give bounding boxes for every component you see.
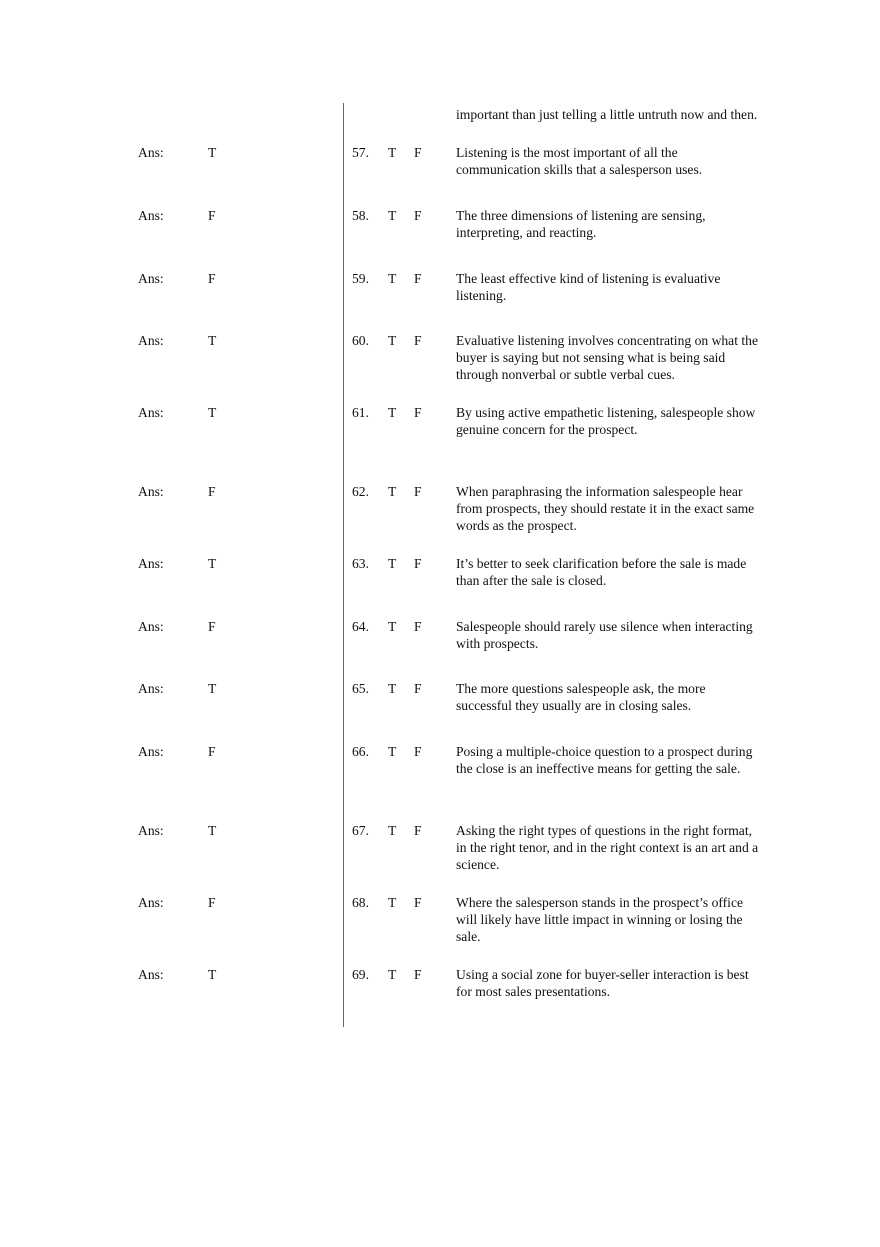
answer-label: Ans:: [138, 484, 164, 499]
answer-key: F: [208, 744, 216, 759]
false-option: F: [414, 556, 422, 571]
question-number: 68.: [352, 895, 369, 910]
false-option: F: [414, 208, 422, 223]
question-number: 60.: [352, 333, 369, 348]
answer-key: T: [208, 405, 217, 420]
false-option: F: [414, 967, 422, 982]
answer-label: Ans:: [138, 744, 164, 759]
answer-key: T: [208, 681, 217, 696]
false-option: F: [414, 744, 422, 759]
question-text: Asking the right types of questions in the right format, in the right tenor, and in the right context is an art and a science.: [456, 823, 759, 872]
answer-label: Ans:: [138, 145, 164, 160]
answer-label: Ans:: [138, 823, 164, 838]
continued-question-text: important than just telling a little untruth now and then.: [456, 107, 758, 122]
false-option: F: [414, 681, 422, 696]
question-number: 57.: [352, 145, 369, 160]
question-number: 65.: [352, 681, 369, 696]
question-text: The three dimensions of listening are sensing, interpreting, and reacting.: [456, 208, 706, 240]
question-text: Salespeople should rarely use silence when interacting with prospects.: [456, 619, 753, 651]
answer-label: Ans:: [138, 967, 164, 982]
question-number: 64.: [352, 619, 369, 634]
question-number: 67.: [352, 823, 369, 838]
true-option: T: [388, 271, 397, 286]
answer-label: Ans:: [138, 619, 164, 634]
false-option: F: [414, 145, 422, 160]
false-option: F: [414, 823, 422, 838]
question-number: 58.: [352, 208, 369, 223]
true-option: T: [388, 895, 397, 910]
false-option: F: [414, 333, 422, 348]
answer-key: T: [208, 145, 217, 160]
true-option: T: [388, 823, 397, 838]
true-option: T: [388, 619, 397, 634]
question-number: 63.: [352, 556, 369, 571]
false-option: F: [414, 484, 422, 499]
answer-label: Ans:: [138, 208, 164, 223]
answer-label: Ans:: [138, 333, 164, 348]
question-number: 66.: [352, 744, 369, 759]
answer-label: Ans:: [138, 681, 164, 696]
answer-key: F: [208, 484, 216, 499]
false-option: F: [414, 405, 422, 420]
question-text: Where the salesperson stands in the prospect’s office will likely have little impact in winning or losing the sale.: [456, 895, 744, 944]
question-text: Listening is the most important of all the communication skills that a salesperson uses.: [456, 145, 703, 177]
false-option: F: [414, 271, 422, 286]
question-text: The more questions salespeople ask, the more successful they usually are in closing sales.: [456, 681, 706, 713]
answer-key: T: [208, 967, 217, 982]
question-text: Evaluative listening involves concentrating on what the buyer is saying but not sensing what is being said through nonverbal or subtle verbal cues.: [456, 333, 759, 382]
answer-label: Ans:: [138, 556, 164, 571]
true-option: T: [388, 333, 397, 348]
true-option: T: [388, 967, 397, 982]
answer-key: F: [208, 619, 216, 634]
answer-key: T: [208, 823, 217, 838]
true-option: T: [388, 208, 397, 223]
answer-label: Ans:: [138, 405, 164, 420]
answer-label: Ans:: [138, 271, 164, 286]
answer-key: F: [208, 271, 216, 286]
question-text: The least effective kind of listening is evaluative listening.: [456, 271, 721, 303]
question-number: 69.: [352, 967, 369, 982]
answer-label: Ans:: [138, 895, 164, 910]
true-option: T: [388, 556, 397, 571]
true-option: T: [388, 681, 397, 696]
question-text: By using active empathetic listening, salespeople show genuine concern for the prospect.: [456, 405, 756, 437]
question-number: 62.: [352, 484, 369, 499]
question-number: 61.: [352, 405, 369, 420]
false-option: F: [414, 619, 422, 634]
question-text: When paraphrasing the information salespeople hear from prospects, they should restate it in the exact same words as the prospect.: [456, 484, 755, 533]
question-text: It’s better to seek clarification before the sale is made than after the sale is closed.: [456, 556, 747, 588]
true-option: T: [388, 405, 397, 420]
answer-key: F: [208, 895, 216, 910]
answer-key: F: [208, 208, 216, 223]
answer-key: T: [208, 556, 217, 571]
true-option: T: [388, 744, 397, 759]
question-number: 59.: [352, 271, 369, 286]
answer-key: T: [208, 333, 217, 348]
true-option: T: [388, 484, 397, 499]
question-text: Posing a multiple-choice question to a prospect during the close is an ineffective means for getting the sale.: [456, 744, 753, 776]
question-text: Using a social zone for buyer-seller interaction is best for most sales presentations.: [456, 967, 749, 999]
true-option: T: [388, 145, 397, 160]
column-divider: [343, 103, 344, 1027]
false-option: F: [414, 895, 422, 910]
